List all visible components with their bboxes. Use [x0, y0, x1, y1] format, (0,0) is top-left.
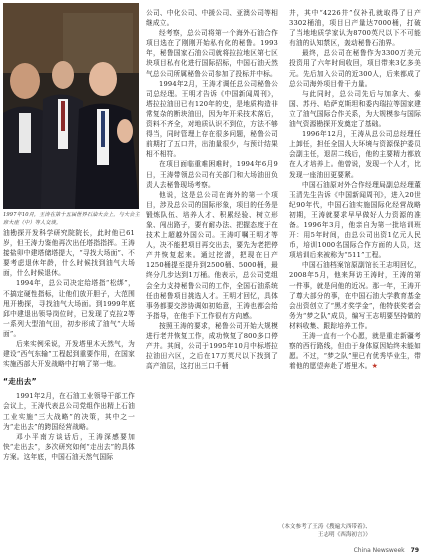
paragraph: 1994年，总公司决定给塔指“松绑”，不搞定硬性指标，让他们放开胆子，大范围甩开勘探，寻找油气大场面。到1999年底邱中建退出领导岗位时，已发现了克拉2等一系列大型油气田，初步形成了油气“大场面”。 [3, 279, 135, 338]
paragraph: 井，其中“4226井”仅补孔就取得了日产3302桶油，项目日产量达7000桶，打破了当地地质学家认为8700英尺以下不可能有油的认知禁区，轰动秘鲁石油界。 [289, 9, 421, 48]
paragraph: 按照王涛的要求，秘鲁公司开始大规模进行老井恢复工作，成功恢复了800多口停产井。其间，公司于1995年10月中标塔拉拉油田六区，之后在17万英尺以下找到了高产油层，这打出三口千桶 [146, 321, 278, 371]
article-column-2 [146, 8, 278, 371]
reference-note [279, 523, 371, 540]
reference-line: （本文参考了王涛《搜遍大西带着》、 [278, 524, 371, 530]
section-heading: “走出去” [3, 377, 37, 387]
paragraph: 1994年2月，王涛才调任总公司秘鲁公司总经理。王明才告诉《中国新闻周刊》，塔拉拉油田已有120年的史，是地质构造非常复杂的断块油田，因为年开采技术落后，资料不齐全，对地质认识不到位，方法不够得当，同时管理上存在很多问题，秘鲁公司前期打了五口井，出油量很少，与预计结果相不相符。 [146, 79, 278, 159]
paragraph-text: 王涛一直有一个心愿，就是重走新疆考察的西行路线，但由于身体原因始终未能如愿。不过，“梦之队”里已有优秀毕业生，带着他的愿望奔赴了塔里木。 [289, 332, 421, 371]
paragraph: 最终，总公司在秘鲁作为3300万美元投资用了六年时间收回，项目带来3亿多美元。先后加入公司的近300人，后来都成了总公司海外项目骨干力量。 [289, 49, 421, 88]
magazine-name: China Newsweek [353, 547, 405, 554]
article-photo [3, 3, 139, 209]
article-column-1 [3, 228, 135, 462]
end-mark-icon: ★ [371, 362, 379, 371]
paragraph: 1991年2月，在石油工业领导干部工作会议上，王涛代表总公司党组作出精上石油工业实施“三大战略”的决策，其中之一为“走出去”的跨国经营战略。 [3, 392, 135, 431]
paragraph: 邓小平南方谈话后，王涛深感要加快“走出去”，多次研究如何“走出去”的具体方案。这年底，中国石油天然气国际 [3, 432, 135, 461]
page-footer [354, 547, 419, 554]
paragraph: 他说，这是总公司在海外的第一个项目，涉及总公司的国际形象，项目的任务是锻炼队伍、培养人才、积累经验、树立形象、闯出路子，要有耐办法、把握态度于在技术上超越外国公司。王涛叮嘱王明才等人，决不能把项目再交出去，要先为老把停产井恢复起来。通过挖潜，把现在日产1250桶提至提升到2500桶、5000桶，最终分几步达到1万桶。他表示，总公司党组会全力支持秘鲁公司的工作，全国石油系统任由秘鲁项目挑选人才。王明才回忆，具体事务都要交涉协调如初始意，王涛也都会给予指导，在他手下工作很有方向感。 [146, 190, 278, 320]
paragraph: 后来实例采说，开发塔里木天然气，为建设“西气东输”工程起到重要作用，在国家实施西部大开发战略中打响了第一炮。 [3, 340, 135, 369]
article-column-3 [289, 8, 421, 371]
paragraph: 油勘探开发科学研究院院长，此时他已61岁，但王涛力鉴他再次出任塔指指挥。王涛接盐卯中建塔储塔提大，“寻找大场面”、不要考虑退休年龄，什么时候找到油气大场面，什么时候退休。 [3, 229, 135, 278]
paragraph: 中国石油档案馆原副馆长王志明回忆，2008年5月，他来拜访王涛时，王涛的第一件事，就是问他的近况。那一年，王涛开了尊大部分的事，在中国石油大学教育基金会出资创立了“黑才奖学金”，他特获奖者会务为“梦之队”成员，编写王志明要坚持做的材料收集、跟踪培养工作。 [289, 261, 421, 330]
page-number: 79 [410, 547, 419, 554]
photo-illustration [3, 3, 139, 209]
paragraph: 公司、中化公司、中援公司、亚澳公司等相继成立。 [146, 9, 278, 28]
paragraph: 中国石油原对外合作经理局副总经理董玉清先生告诉《中国新闻周刊》，进入20世纪90年代，中国石油实施国际化经营战略初期，王涛就要求早早做好人力资源的准备。1996年3月，他亲自为第一批培训班开：用5年时间，由总公司出资1亿元人民币，培训1000名国际合作方面的人员，这项培训后来被称为“511”工程。 [289, 180, 421, 260]
photo-caption: 1997年10月，王涛在第十五届世界石油大会上，与大会主席大座（中）等人交谈。 [3, 212, 140, 226]
paragraph: 与此同时，总公司先后与加拿大、泰国、苏丹、哈萨克斯坦和委内瑞拉等国家建立了油气国际合作关系，为大规模参与国际油气资源勘探开发奠定了基础。 [289, 89, 421, 129]
paragraph: 1996年12月，王涛从总公司总经理任上卸任，担任全国人大环境与资源保护委员会副主任，退居二线后，他的主要精力都放在人才培养上。他曾说，发现一个人才，比发现一座油田更要紧。 [289, 130, 421, 179]
paragraph: 在项目面临重难困难时，1994年6月9日，王涛带领总公司有关部门和大场油田负责人去秘鲁现场考察。 [146, 160, 278, 189]
paragraph: 经考察，总公司将第一个海外石油合作项目选在了刚刚开始私有化的秘鲁。1993年，秘鲁国家石油公司就将拉拉地区第七区块项目私有化进行国际招标，中国石油天然气总公司所属秘鲁公司参加了投标并中标。 [146, 29, 278, 78]
reference-line: 王志明《西海初言》） [317, 532, 371, 539]
paragraph-final [289, 331, 421, 371]
